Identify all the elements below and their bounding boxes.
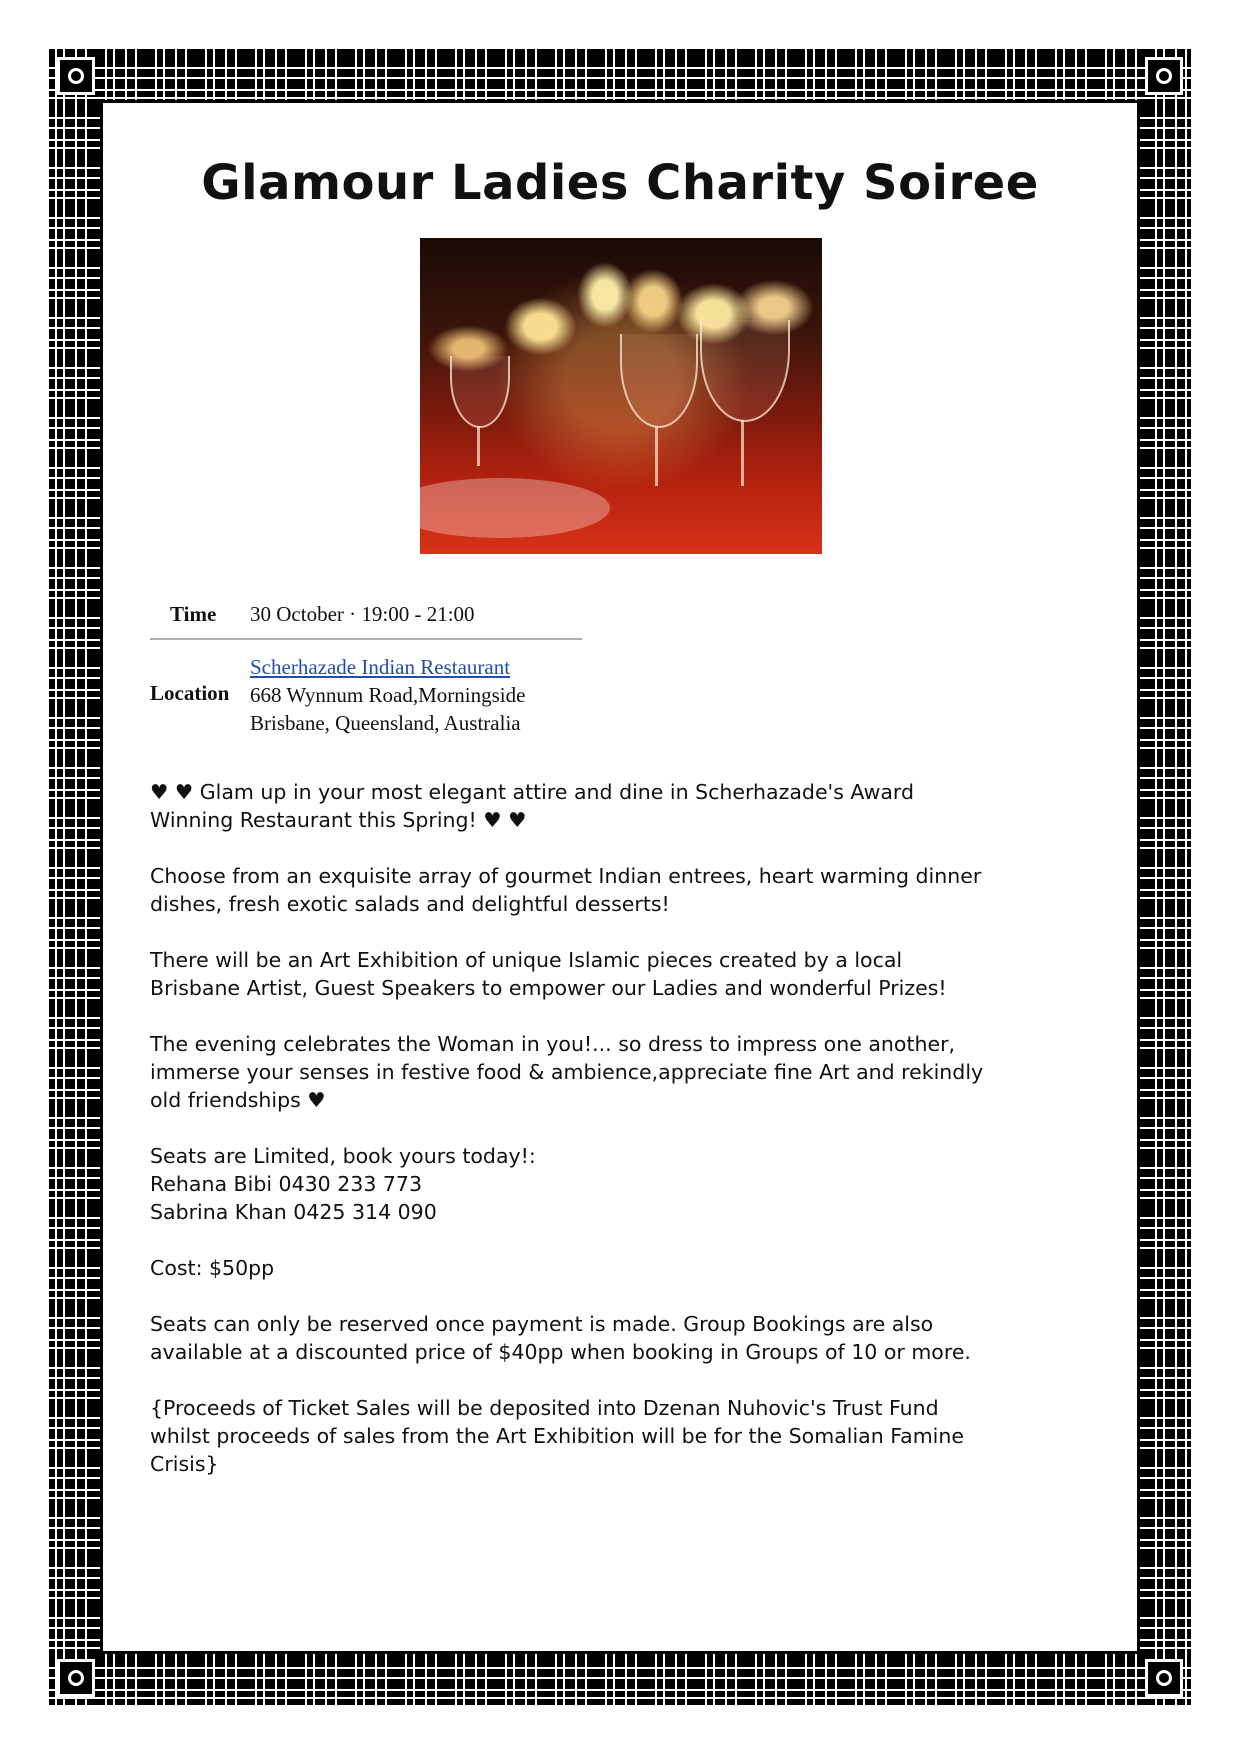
paragraph-celebration	[150, 1030, 1090, 1114]
text-line: The evening celebrates the Woman in you!... so dress to impress one another,	[150, 1032, 956, 1056]
text-line: ♥ ♥ Glam up in your most elegant attire and dine in Scherhazade's Award	[150, 780, 914, 804]
candlelit-dinner-table-photo	[420, 238, 822, 554]
location-address	[250, 653, 525, 737]
paragraph-menu	[150, 862, 1090, 918]
corner-ornament-top-right	[1145, 57, 1183, 95]
wine-glass-stem	[655, 426, 658, 486]
wine-glass	[450, 356, 510, 428]
wine-glass-stem	[741, 420, 744, 486]
location-label: Location	[150, 681, 230, 705]
page-title: Glamour Ladies Charity Soiree	[201, 155, 1039, 211]
address-line: Brisbane, Queensland, Australia	[250, 711, 521, 735]
address-line: 668 Wynnum Road,Morningside	[250, 683, 526, 707]
text-line: Brisbane Artist, Guest Speakers to empower our Ladies and wonderful Prizes!	[150, 976, 947, 1000]
text-line: available at a discounted price of $40pp when booking in Groups of 10 or more.	[150, 1340, 971, 1364]
time-row	[150, 600, 582, 640]
contact-line: Sabrina Khan 0425 314 090	[150, 1200, 437, 1224]
text-line: Cost: $50pp	[150, 1256, 275, 1280]
text-line: {Proceeds of Ticket Sales will be deposited into Dzenan Nuhovic's Trust Fund	[150, 1396, 939, 1420]
text-line: immerse your senses in festive food & ambience,appreciate fine Art and rekindly	[150, 1060, 984, 1084]
text-line: There will be an Art Exhibition of unique Islamic pieces created by a local	[150, 948, 903, 972]
contact-line: Rehana Bibi 0430 233 773	[150, 1172, 423, 1196]
paragraph-reservation	[150, 1310, 1090, 1366]
text-line: Crisis}	[150, 1452, 219, 1476]
dinner-plate	[420, 478, 610, 538]
paragraph-exhibition	[150, 946, 1090, 1002]
paragraph-intro	[150, 778, 1090, 834]
time-label: Time	[170, 602, 217, 626]
corner-ornament-top-left	[57, 57, 95, 95]
corner-ornament-bottom-left	[57, 1659, 95, 1697]
text-line: Seats can only be reserved once payment is made. Group Bookings are also	[150, 1312, 934, 1336]
text-line: Winning Restaurant this Spring! ♥ ♥	[150, 808, 527, 832]
paragraph-proceeds	[150, 1394, 1090, 1478]
event-description	[150, 778, 1090, 1506]
restaurant-link[interactable]: Scherhazade Indian Restaurant	[250, 655, 511, 679]
text-line: Choose from an exquisite array of gourmet Indian entrees, heart warming dinner	[150, 864, 982, 888]
paragraph-bookings	[150, 1142, 1090, 1226]
text-line: dishes, fresh exotic salads and delightful desserts!	[150, 892, 670, 916]
text-line: Seats are Limited, book yours today!:	[150, 1144, 536, 1168]
paragraph-cost	[150, 1254, 1090, 1282]
text-line: old friendships ♥	[150, 1088, 326, 1112]
wine-glass	[620, 334, 698, 428]
time-value: 30 October · 19:00 - 21:00	[250, 602, 475, 626]
corner-ornament-bottom-right	[1145, 1659, 1183, 1697]
wine-glass-stem	[477, 426, 480, 466]
text-line: whilst proceeds of sales from the Art Exhibition will be for the Somalian Famine	[150, 1424, 964, 1448]
wine-glass	[700, 320, 790, 422]
